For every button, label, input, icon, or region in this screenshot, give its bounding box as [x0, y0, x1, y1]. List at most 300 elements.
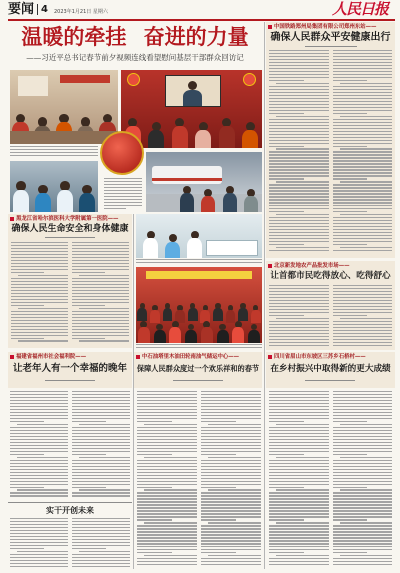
text-line: [269, 321, 329, 322]
text-line: [269, 552, 304, 553]
text-line: [201, 558, 261, 559]
story-label: 中国铁路郑州局集团有限公司郑州东站——: [268, 24, 376, 31]
text-line: [201, 391, 261, 392]
text-line: [333, 163, 392, 164]
text-line: [333, 285, 392, 286]
text-line: [72, 527, 130, 528]
text-line: [333, 128, 392, 129]
person-figure: [242, 122, 258, 148]
text-line: [269, 558, 329, 559]
text-line: [10, 451, 68, 452]
text-line: [79, 308, 129, 309]
text-line: [333, 345, 392, 346]
person-figure: [143, 231, 158, 258]
text-line: [269, 80, 304, 81]
person-body: [223, 193, 237, 212]
text-line: [17, 457, 68, 458]
text-line: [269, 229, 329, 230]
text-line: [201, 430, 261, 431]
text-line: [333, 107, 392, 108]
text-line: [333, 113, 367, 114]
text-line: [137, 501, 197, 502]
text-line: [269, 478, 329, 479]
text-line: [333, 211, 367, 212]
text-line: [269, 469, 329, 470]
person-body: [148, 130, 164, 148]
text-line: [333, 291, 392, 292]
text-line: [72, 478, 130, 479]
text-line: [269, 294, 329, 295]
text-line: [104, 196, 142, 197]
text-line: [333, 190, 392, 191]
text-line: [269, 516, 329, 517]
text-line: [269, 53, 329, 54]
text-line: [269, 487, 304, 488]
text-line: [333, 427, 392, 428]
text-line: [269, 226, 329, 227]
person-body: [185, 330, 197, 343]
text-line: [79, 489, 130, 490]
text-line: [72, 296, 129, 297]
byline: [45, 380, 95, 381]
text-line: [79, 275, 129, 276]
person-figure: [154, 324, 166, 343]
text-line: [72, 484, 130, 485]
text-line: [269, 151, 329, 152]
text-line: [269, 475, 329, 476]
person-body: [217, 330, 229, 343]
text-line: [137, 495, 197, 496]
text-line: [333, 157, 392, 158]
text-line: [201, 394, 261, 395]
text-line: [269, 324, 329, 325]
text-line: [201, 433, 261, 434]
text-line: [10, 412, 68, 413]
person-figure: [248, 324, 260, 343]
text-line: [137, 546, 197, 547]
text-line: [333, 86, 392, 87]
text-line: [11, 287, 68, 288]
text-line: [333, 193, 392, 194]
text-line: [269, 525, 329, 526]
text-line: [333, 169, 392, 170]
text-line: [333, 175, 392, 176]
text-line: [11, 335, 68, 336]
text-line: [137, 540, 197, 541]
photo-caption: [136, 259, 262, 265]
text-line: [72, 433, 130, 434]
text-line: [333, 321, 392, 322]
text-line: [137, 507, 197, 508]
text-line: [333, 202, 392, 203]
text-line: [201, 507, 261, 508]
text-line: [276, 214, 329, 215]
text-line: [333, 250, 392, 251]
text-line: [11, 305, 44, 306]
text-line: [137, 525, 197, 526]
text-line: [333, 140, 392, 141]
text-line: [10, 155, 98, 156]
festive-banner: [146, 271, 252, 279]
text-line: [11, 296, 68, 297]
text-line: [11, 248, 68, 249]
text-line: [333, 421, 367, 422]
text-line: [269, 92, 329, 93]
text-line: [333, 232, 392, 233]
person-figure: [217, 324, 229, 343]
person-figure: [185, 324, 197, 343]
story-label: 四川省眉山市东坡区三苏乡石桥村——: [268, 354, 366, 361]
text-line: [11, 254, 68, 255]
figure-group: [176, 170, 262, 212]
text-line: [269, 439, 329, 440]
text-line: [269, 495, 329, 496]
text-line: [201, 487, 236, 488]
text-line: [333, 110, 392, 111]
text-line: [201, 415, 261, 416]
text-line: [201, 466, 261, 467]
body-text-column: [72, 391, 130, 499]
text-line: [72, 329, 129, 330]
text-line: [201, 510, 261, 511]
text-line: [269, 400, 329, 401]
text-line: [10, 433, 68, 434]
lead-subheadline: ——习近平总书记春节前夕视频连线看望慰问基层干部群众回访记: [26, 53, 244, 62]
text-line: [269, 119, 329, 120]
person-figure: [201, 321, 213, 343]
text-line: [333, 478, 392, 479]
text-line: [137, 558, 197, 559]
text-line: [10, 400, 68, 401]
text-line: [269, 315, 304, 316]
story-headline: 确保人民生命安全和身体健康: [11, 224, 129, 234]
text-line: [333, 391, 392, 392]
text-line: [201, 409, 261, 410]
text-line: [269, 345, 329, 346]
text-line: [144, 489, 197, 490]
text-line: [333, 406, 392, 407]
body-text-column: [333, 50, 392, 254]
text-line: [333, 525, 392, 526]
text-line: [72, 524, 130, 525]
text-line: [72, 418, 130, 419]
text-line: [72, 566, 130, 567]
text-line: [269, 492, 329, 493]
text-line: [72, 536, 130, 537]
text-line: [72, 299, 129, 300]
text-line: [333, 187, 392, 188]
text-line: [333, 238, 392, 239]
text-line: [137, 418, 197, 419]
text-line: [333, 327, 392, 328]
text-line: [72, 400, 130, 401]
text-line: [11, 257, 68, 258]
text-line: [269, 561, 329, 562]
text-line: [11, 293, 68, 294]
text-line: [11, 269, 68, 270]
text-line: [333, 125, 392, 126]
person-body: [201, 196, 215, 212]
text-line: [333, 463, 392, 464]
text-line: [269, 160, 329, 161]
person-figure: [165, 234, 180, 258]
text-line: [137, 469, 197, 470]
text-line: [269, 540, 329, 541]
text-line: [137, 415, 197, 416]
text-line: [269, 71, 329, 72]
text-line: [269, 137, 329, 138]
text-line: [72, 293, 129, 294]
text-line: [72, 284, 129, 285]
text-line: [11, 263, 68, 264]
text-line: [11, 251, 68, 252]
text-line: [269, 68, 329, 69]
text-line: [137, 451, 197, 452]
text-line: [18, 308, 68, 309]
text-line: [201, 534, 261, 535]
text-line: [269, 309, 329, 310]
text-line: [10, 530, 68, 531]
text-line: [137, 516, 197, 517]
text-line: [201, 403, 261, 404]
text-line: [137, 421, 172, 422]
photo-caption: [104, 178, 142, 211]
text-line: [340, 83, 392, 84]
text-line: [137, 460, 197, 461]
text-line: [269, 306, 329, 307]
person-body: [244, 196, 258, 212]
text-line: [333, 184, 392, 185]
text-line: [333, 484, 392, 485]
text-line: [333, 226, 392, 227]
text-line: [269, 463, 329, 464]
text-line: [137, 391, 197, 392]
text-line: [137, 478, 197, 479]
text-line: [269, 454, 304, 455]
text-line: [269, 235, 329, 236]
text-line: [201, 495, 261, 496]
text-line: [269, 330, 329, 331]
brief-divider: [8, 502, 132, 503]
text-line: [333, 166, 392, 167]
text-line: [269, 211, 304, 212]
text-line: [269, 549, 329, 550]
text-line: [201, 561, 261, 562]
text-line: [333, 294, 392, 295]
text-line: [269, 232, 329, 233]
text-line: [11, 260, 68, 261]
text-line: [340, 116, 392, 117]
masthead-rule: [8, 19, 395, 21]
text-line: [333, 528, 392, 529]
text-line: [136, 262, 262, 263]
text-line: [201, 418, 261, 419]
text-line: [333, 119, 392, 120]
text-line: [269, 445, 329, 446]
text-line: [72, 403, 130, 404]
text-line: [201, 484, 261, 485]
text-line: [201, 451, 261, 452]
text-line: [269, 223, 329, 224]
text-line: [104, 208, 126, 209]
text-line: [269, 342, 329, 343]
text-line: [269, 175, 329, 176]
photo-masked-staff: [10, 161, 98, 212]
page-number: 4: [37, 4, 48, 15]
text-line: [11, 311, 68, 312]
text-line: [269, 403, 329, 404]
story-headline: 保障人民群众度过一个欢乐祥和的春节: [136, 364, 260, 373]
text-line: [201, 421, 236, 422]
person-body: [195, 130, 211, 148]
text-line: [10, 430, 68, 431]
text-line: [201, 475, 261, 476]
text-line: [137, 472, 197, 473]
text-line: [269, 397, 329, 398]
text-line: [333, 519, 367, 520]
text-line: [10, 539, 68, 540]
text-line: [333, 131, 392, 132]
text-line: [72, 518, 130, 519]
text-line: [104, 178, 142, 179]
photo-video-call: [121, 70, 262, 148]
text-line: [333, 80, 367, 81]
text-line: [269, 466, 329, 467]
text-line: [137, 403, 197, 404]
text-line: [333, 492, 392, 493]
text-line: [269, 291, 329, 292]
text-line: [201, 427, 261, 428]
text-line: [137, 433, 197, 434]
person-figure: [148, 122, 164, 148]
text-line: [276, 148, 329, 149]
text-line: [10, 418, 68, 419]
text-line: [11, 266, 68, 267]
text-line: [269, 187, 329, 188]
photo-market-crowd: [136, 267, 262, 343]
text-line: [72, 492, 130, 493]
text-line: [269, 288, 329, 289]
photo-hospital-ward: [136, 214, 262, 258]
text-line: [269, 451, 329, 452]
text-line: [201, 400, 261, 401]
text-line: [333, 62, 392, 63]
text-line: [10, 533, 68, 534]
text-line: [333, 146, 367, 147]
text-line: [269, 436, 329, 437]
text-line: [10, 472, 68, 473]
text-line: [340, 148, 392, 149]
byline: [305, 380, 355, 381]
text-line: [333, 205, 392, 206]
text-line: [333, 487, 367, 488]
text-line: [333, 220, 392, 221]
crowd-front-row: [136, 303, 262, 343]
text-line: [269, 421, 304, 422]
text-line: [11, 326, 68, 327]
text-line: [136, 259, 262, 260]
text-line: [269, 220, 329, 221]
text-line: [201, 549, 261, 550]
text-line: [72, 439, 130, 440]
text-line: [11, 272, 44, 273]
person-body: [172, 126, 188, 148]
text-line: [72, 394, 130, 395]
text-line: [137, 400, 197, 401]
text-line: [269, 391, 329, 392]
text-line: [10, 481, 68, 482]
text-line: [276, 116, 329, 117]
text-line: [333, 409, 392, 410]
text-line: [10, 566, 68, 567]
story-headline: 在乡村振兴中取得新的更大成绩: [270, 364, 391, 374]
story-label: 福建省福州市社会福利院——: [10, 354, 86, 361]
text-line: [17, 551, 68, 552]
text-line: [201, 528, 261, 529]
text-line: [136, 347, 262, 348]
text-line: [10, 403, 68, 404]
text-line: [269, 113, 304, 114]
text-line: [72, 554, 130, 555]
text-line: [10, 554, 68, 555]
text-line: [137, 454, 172, 455]
text-line: [340, 214, 392, 215]
text-line: [72, 281, 129, 282]
text-line: [269, 531, 329, 532]
text-line: [72, 533, 130, 534]
person-body: [138, 327, 150, 343]
text-line: [333, 89, 392, 90]
text-line: [201, 519, 236, 520]
text-line: [137, 487, 172, 488]
text-line: [72, 495, 130, 496]
text-line: [333, 172, 392, 173]
text-line: [72, 415, 130, 416]
text-line: [72, 545, 130, 546]
story-headline: 确保人民群众平安健康出行: [270, 32, 391, 43]
text-line: [10, 524, 68, 525]
text-line: [333, 445, 392, 446]
text-line: [72, 548, 106, 549]
text-line: [10, 548, 44, 549]
person-body: [219, 126, 235, 148]
text-line: [333, 336, 392, 337]
text-line: [137, 513, 197, 514]
text-line: [137, 564, 197, 565]
text-line: [269, 241, 329, 242]
text-line: [269, 543, 329, 544]
text-line: [333, 466, 392, 467]
text-line: [201, 406, 261, 407]
text-line: [333, 403, 392, 404]
text-line: [137, 394, 197, 395]
text-line: [72, 539, 130, 540]
text-line: [269, 190, 329, 191]
body-text-column: [10, 518, 68, 569]
text-line: [201, 504, 261, 505]
text-line: [10, 439, 68, 440]
photo-railway-station: [146, 152, 262, 212]
text-line: [10, 560, 68, 561]
text-line: [269, 510, 329, 511]
text-line: [201, 564, 261, 565]
text-line: [333, 504, 392, 505]
text-line: [144, 555, 197, 556]
text-line: [201, 448, 261, 449]
text-line: [333, 300, 392, 301]
text-line: [333, 564, 392, 565]
person-body: [57, 190, 74, 212]
